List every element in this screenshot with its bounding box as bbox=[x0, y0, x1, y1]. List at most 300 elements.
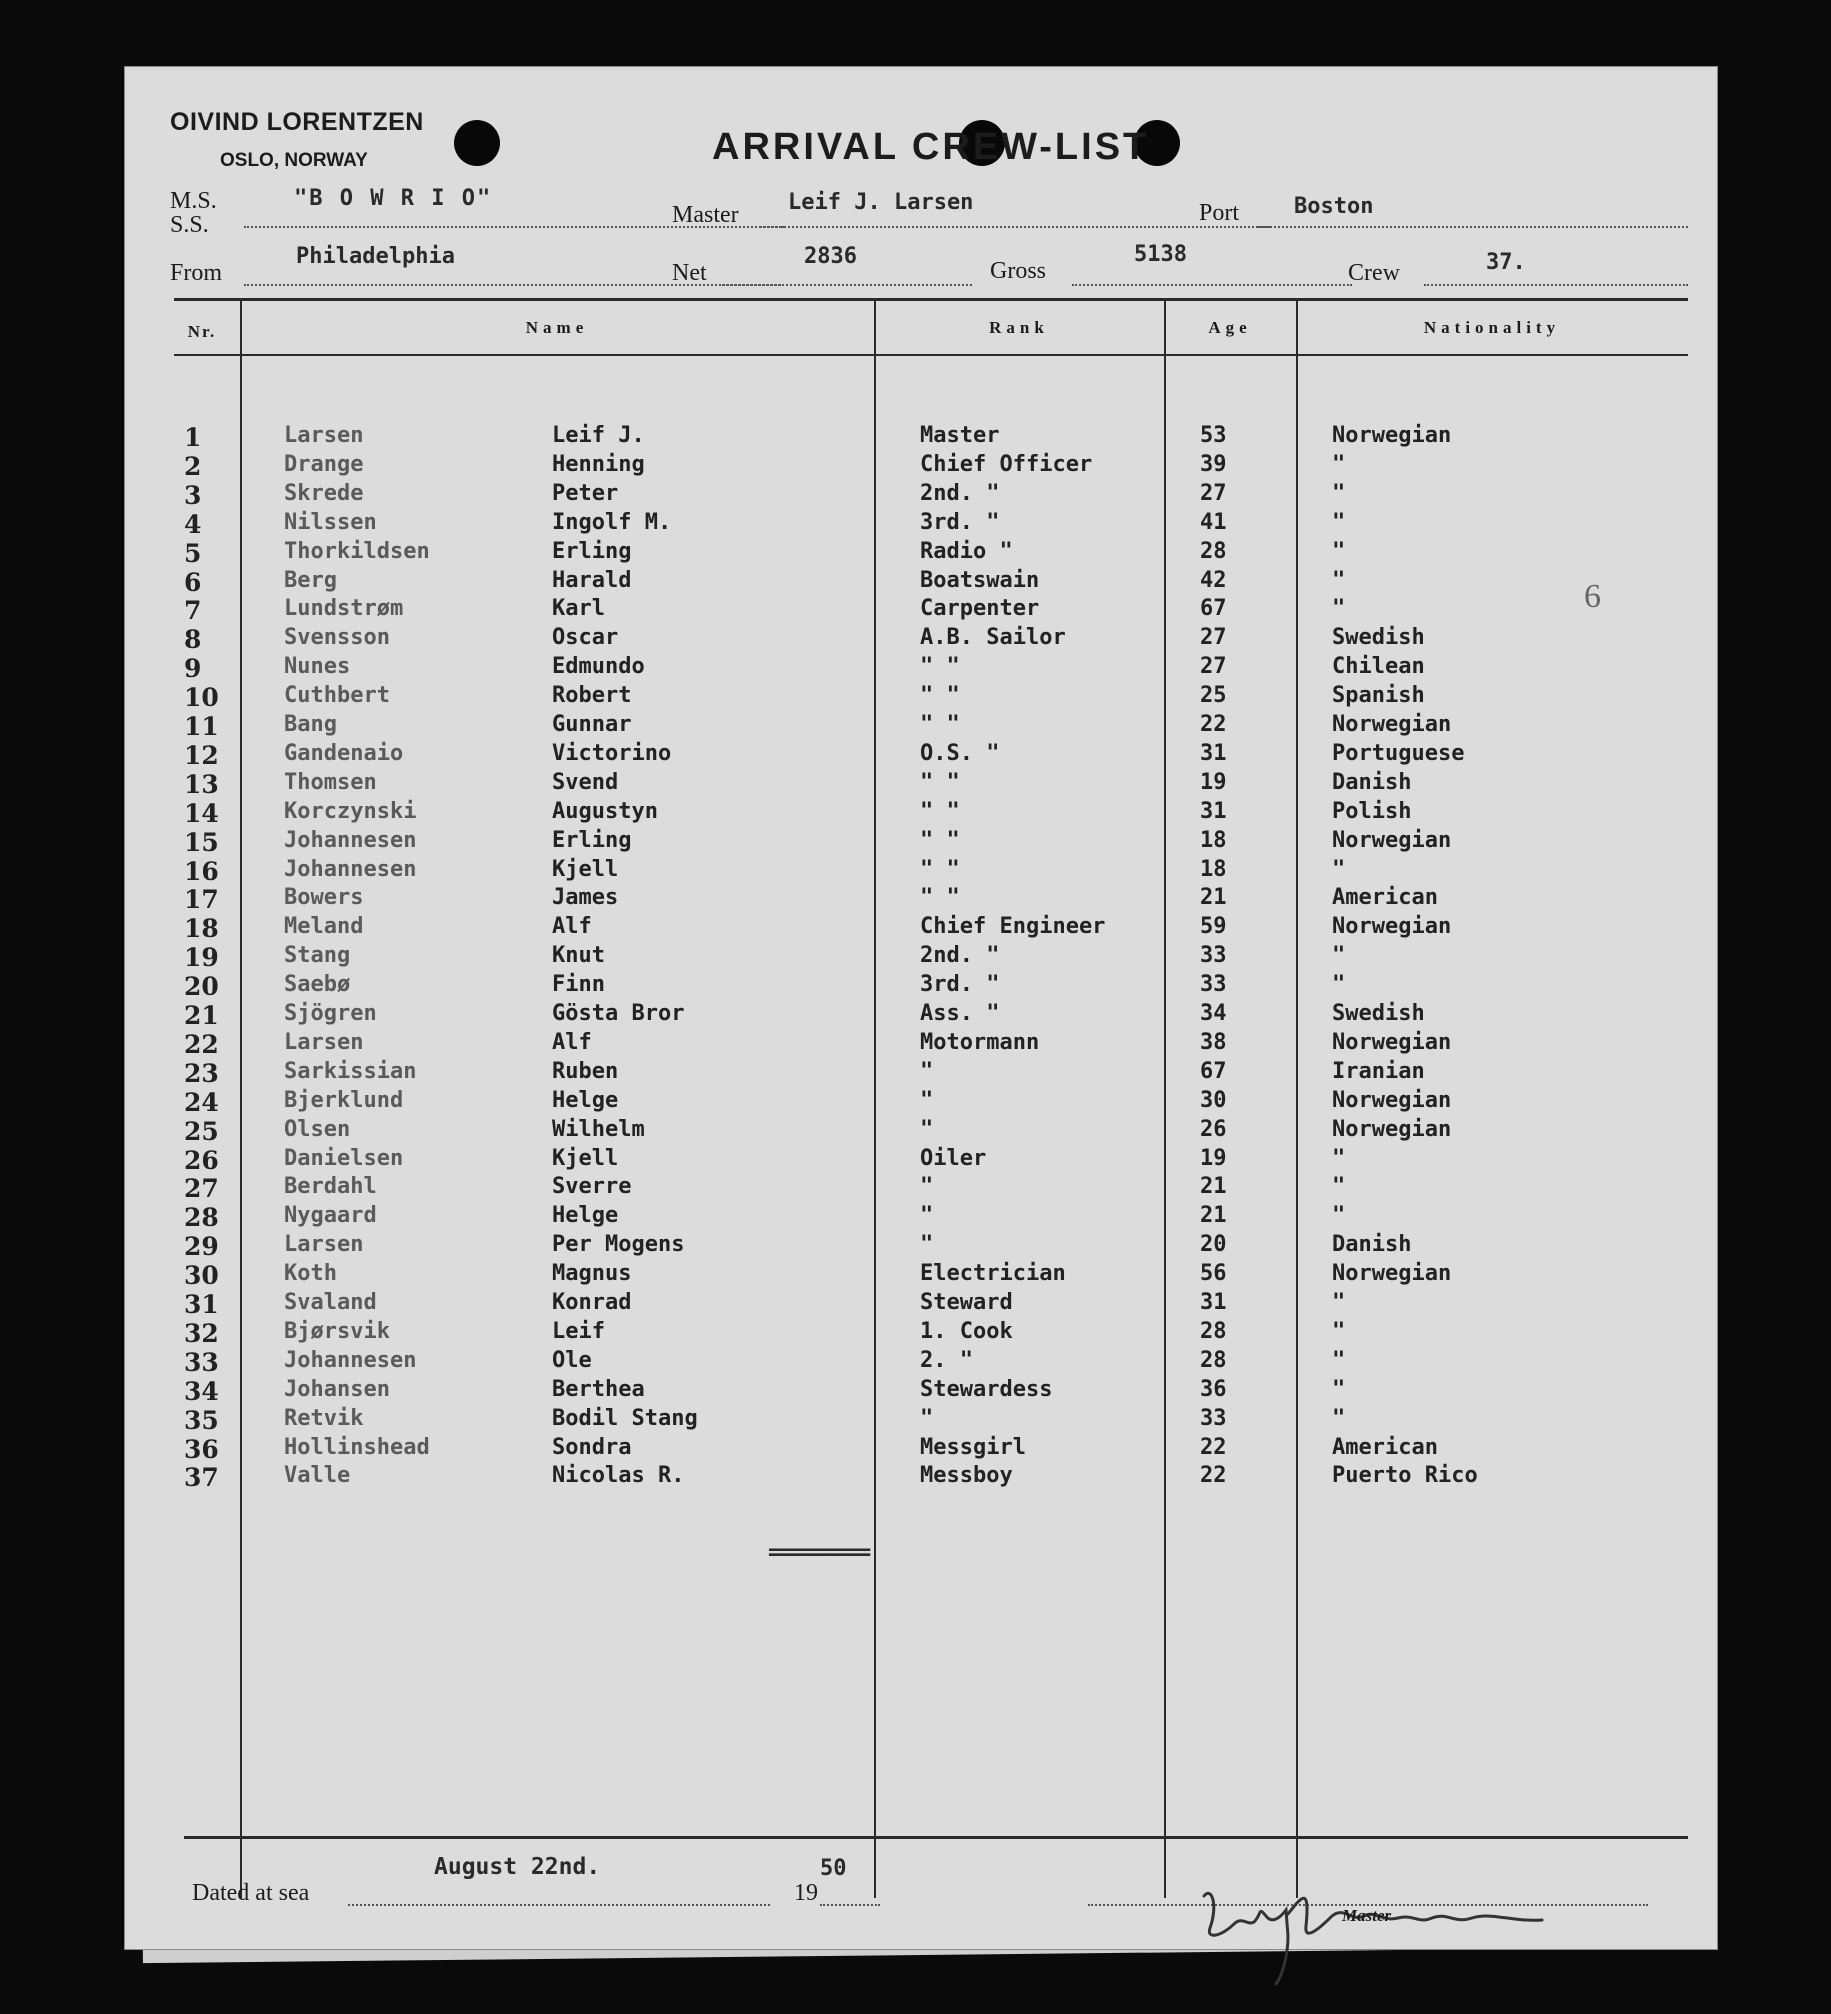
crew-nr: 16 bbox=[184, 856, 219, 886]
master-name: Leif J. Larsen bbox=[788, 190, 974, 215]
crew-surname: Berdahl bbox=[284, 1174, 377, 1200]
table-row bbox=[124, 1348, 1718, 1377]
dotted-line bbox=[1072, 284, 1352, 286]
crew-given-name: Kjell bbox=[552, 856, 619, 882]
crew-nr: 36 bbox=[184, 1434, 219, 1464]
table-row bbox=[124, 828, 1718, 857]
document-title: ARRIVAL CREW-LIST bbox=[712, 126, 1150, 168]
crew-age: 28 bbox=[1200, 538, 1227, 564]
label-port: Port bbox=[1199, 200, 1240, 226]
crew-nr: 30 bbox=[184, 1261, 219, 1291]
crew-given-name: Knut bbox=[552, 943, 605, 969]
crew-surname: Nygaard bbox=[284, 1203, 377, 1229]
crew-given-name: Alf bbox=[552, 914, 592, 940]
crew-nr: 19 bbox=[184, 943, 219, 973]
crew-nationality: " bbox=[1332, 1405, 1346, 1431]
crew-nationality: Polish bbox=[1332, 798, 1412, 824]
crew-rank: Chief Officer bbox=[920, 451, 1093, 477]
crew-nationality: Norwegian bbox=[1332, 827, 1452, 853]
crew-surname: Saebø bbox=[284, 972, 351, 998]
crew-given-name: Sverre bbox=[552, 1174, 632, 1200]
crew-rank: 2nd. " bbox=[920, 943, 1000, 969]
crew-nr: 33 bbox=[184, 1347, 219, 1377]
crew-rank: " bbox=[920, 1203, 934, 1229]
crew-age: 59 bbox=[1200, 914, 1227, 940]
crew-nationality: Norwegian bbox=[1332, 712, 1452, 737]
crew-age: 30 bbox=[1200, 1087, 1227, 1113]
crew-surname: Sarkissian bbox=[284, 1058, 417, 1084]
dotted-line bbox=[1424, 284, 1688, 286]
crew-nationality: Norwegian bbox=[1332, 1087, 1452, 1113]
label-master: Master bbox=[672, 202, 739, 228]
crew-nationality: Norwegian bbox=[1332, 423, 1452, 448]
crew-nr: 1 bbox=[184, 423, 202, 452]
year-prefix: 19 bbox=[794, 1880, 818, 1906]
table-row bbox=[124, 1059, 1718, 1088]
crew-surname: Berg bbox=[284, 567, 337, 593]
crew-rank: " " bbox=[920, 712, 960, 737]
crew-nationality: Portuguese bbox=[1332, 740, 1465, 766]
crew-nationality: American bbox=[1332, 1434, 1438, 1460]
crew-surname: Johannesen bbox=[284, 856, 417, 882]
table-row bbox=[124, 1435, 1718, 1464]
crew-nationality: Chilean bbox=[1332, 654, 1425, 680]
crew-surname: Johannesen bbox=[284, 827, 417, 853]
crew-age: 21 bbox=[1200, 885, 1227, 911]
crew-nationality: " bbox=[1332, 596, 1346, 622]
table-row bbox=[124, 596, 1718, 625]
crew-age: 27 bbox=[1200, 654, 1227, 680]
from-value: Philadelphia bbox=[296, 244, 455, 269]
crew-given-name: Sondra bbox=[552, 1434, 632, 1460]
crew-age: 67 bbox=[1200, 596, 1227, 622]
table-row bbox=[124, 1290, 1718, 1319]
dotted-line bbox=[722, 284, 972, 286]
crew-nr: 14 bbox=[184, 798, 219, 828]
company-name: OIVIND LORENTZEN bbox=[170, 108, 424, 136]
label-crew: Crew bbox=[1348, 260, 1400, 286]
year-suffix: 50 bbox=[820, 1856, 847, 1881]
crew-surname: Lundstrøm bbox=[284, 596, 404, 622]
crew-age: 67 bbox=[1200, 1058, 1227, 1084]
table-row bbox=[124, 1261, 1718, 1290]
crew-given-name: Henning bbox=[552, 451, 645, 477]
crew-surname: Svaland bbox=[284, 1290, 377, 1315]
crew-given-name: Gösta Bror bbox=[552, 1001, 685, 1026]
crew-nationality: " bbox=[1332, 1290, 1346, 1315]
crew-surname: Drange bbox=[284, 451, 364, 477]
crew-age: 38 bbox=[1200, 1029, 1227, 1055]
crew-rank: " " bbox=[920, 683, 960, 709]
table-row bbox=[124, 568, 1718, 597]
crew-nationality: Puerto Rico bbox=[1332, 1463, 1478, 1489]
crew-nr: 8 bbox=[184, 625, 202, 655]
crew-nationality: Danish bbox=[1332, 769, 1412, 795]
table-row bbox=[124, 799, 1718, 828]
crew-nationality: " bbox=[1332, 1347, 1346, 1373]
net-value: 2836 bbox=[804, 244, 857, 269]
crew-given-name: Alf bbox=[552, 1029, 592, 1055]
crew-age: 42 bbox=[1200, 567, 1227, 593]
crew-nationality: Norwegian bbox=[1332, 914, 1452, 940]
crew-age: 22 bbox=[1200, 1463, 1227, 1489]
crew-surname: Bjørsvik bbox=[284, 1318, 390, 1344]
crew-given-name: Harald bbox=[552, 567, 632, 593]
crew-rank: " bbox=[920, 1232, 934, 1258]
crew-rank: Radio " bbox=[920, 538, 1013, 564]
crew-given-name: Leif bbox=[552, 1318, 605, 1344]
crew-age: 21 bbox=[1200, 1174, 1227, 1200]
crew-rank: " " bbox=[920, 769, 960, 795]
crew-nationality: Spanish bbox=[1332, 683, 1425, 709]
table-row bbox=[124, 1203, 1718, 1232]
crew-given-name: Wilhelm bbox=[552, 1116, 645, 1142]
table-row bbox=[124, 683, 1718, 712]
crew-nr: 28 bbox=[184, 1203, 219, 1233]
crew-nr: 6 bbox=[184, 567, 202, 597]
punch-hole bbox=[454, 120, 500, 166]
crew-rank: " " bbox=[920, 654, 960, 680]
crew-age: 33 bbox=[1200, 1405, 1227, 1431]
crew-given-name: Konrad bbox=[552, 1290, 632, 1315]
crew-rank: Chief Engineer bbox=[920, 914, 1106, 940]
crew-surname: Larsen bbox=[284, 423, 364, 448]
footer-rule bbox=[184, 1836, 1688, 1839]
crew-given-name: Helge bbox=[552, 1203, 619, 1229]
crew-nr: 10 bbox=[184, 683, 219, 713]
table-row bbox=[124, 885, 1718, 914]
crew-nationality: " bbox=[1332, 1318, 1346, 1344]
crew-nr: 9 bbox=[184, 654, 202, 684]
crew-age: 19 bbox=[1200, 769, 1227, 795]
crew-surname: Stang bbox=[284, 943, 351, 969]
crew-age: 18 bbox=[1200, 827, 1227, 853]
table-row bbox=[124, 770, 1718, 799]
crew-surname: Bang bbox=[284, 712, 337, 737]
crew-rank: " bbox=[920, 1405, 934, 1431]
crew-age: 20 bbox=[1200, 1232, 1227, 1258]
crew-rank: 3rd. " bbox=[920, 972, 1000, 998]
header-bottom-rule bbox=[174, 354, 1688, 356]
crew-nr: 31 bbox=[184, 1290, 219, 1319]
crew-nr: 20 bbox=[184, 972, 219, 1002]
crew-nationality: " bbox=[1332, 480, 1346, 506]
crew-nationality: Swedish bbox=[1332, 1001, 1425, 1026]
crew-given-name: Erling bbox=[552, 827, 632, 853]
crew-rank: Electrician bbox=[920, 1261, 1066, 1287]
column-header-name: Name bbox=[525, 318, 589, 337]
crew-age: 19 bbox=[1200, 1145, 1227, 1171]
crew-given-name: Helge bbox=[552, 1087, 619, 1113]
crew-given-name: Erling bbox=[552, 538, 632, 564]
crew-age: 21 bbox=[1200, 1203, 1227, 1229]
crew-surname: Johansen bbox=[284, 1376, 390, 1402]
crew-value: 37. bbox=[1486, 250, 1526, 275]
crew-surname: Svensson bbox=[284, 625, 390, 651]
table-row bbox=[124, 857, 1718, 886]
column-header-age: Age bbox=[1208, 318, 1252, 337]
table-row bbox=[124, 625, 1718, 654]
crew-given-name: Svend bbox=[552, 769, 619, 795]
crew-rank: " bbox=[920, 1116, 934, 1142]
crew-age: 28 bbox=[1200, 1318, 1227, 1344]
crew-age: 56 bbox=[1200, 1261, 1227, 1287]
table-row bbox=[124, 654, 1718, 683]
crew-rank: 2. " bbox=[920, 1347, 973, 1373]
crew-age: 31 bbox=[1200, 1290, 1227, 1315]
crew-given-name: Victorino bbox=[552, 740, 672, 766]
crew-given-name: Kjell bbox=[552, 1145, 619, 1171]
table-row bbox=[124, 481, 1718, 510]
crew-age: 34 bbox=[1200, 1001, 1227, 1026]
table-row bbox=[124, 1463, 1718, 1492]
crew-rank: " " bbox=[920, 856, 960, 882]
crew-nationality: " bbox=[1332, 1174, 1346, 1200]
crew-surname: Valle bbox=[284, 1463, 351, 1489]
crew-nr: 34 bbox=[184, 1376, 219, 1406]
crew-nationality: Iranian bbox=[1332, 1058, 1425, 1084]
crew-nationality: American bbox=[1332, 885, 1438, 911]
table-row bbox=[124, 1174, 1718, 1203]
crew-rank: Messgirl bbox=[920, 1434, 1026, 1460]
table-top-rule bbox=[174, 298, 1688, 301]
crew-given-name: Nicolas R. bbox=[552, 1463, 685, 1489]
crew-rank: " " bbox=[920, 885, 960, 911]
crew-nr: 26 bbox=[184, 1145, 219, 1175]
crew-nationality: Norwegian bbox=[1332, 1261, 1452, 1287]
date-value: August 22nd. bbox=[434, 1854, 601, 1880]
crew-surname: Korczynski bbox=[284, 798, 417, 824]
crew-surname: Hollinshead bbox=[284, 1434, 430, 1460]
table-row bbox=[124, 741, 1718, 770]
column-header-nr: Nr. bbox=[187, 322, 217, 341]
crew-surname: Larsen bbox=[284, 1232, 364, 1258]
company-city: OSLO, NORWAY bbox=[220, 150, 368, 171]
crew-nr: 12 bbox=[184, 740, 219, 770]
crew-surname: Thorkildsen bbox=[284, 538, 430, 564]
crew-age: 53 bbox=[1200, 423, 1227, 448]
label-gross: Gross bbox=[990, 258, 1047, 284]
crew-nationality: " bbox=[1332, 1376, 1346, 1402]
crew-rank: " " bbox=[920, 827, 960, 853]
crew-rank: 1. Cook bbox=[920, 1318, 1013, 1344]
crew-age: 39 bbox=[1200, 451, 1227, 477]
crew-rank: Messboy bbox=[920, 1463, 1013, 1489]
crew-list-document bbox=[124, 66, 1718, 1950]
crew-nr: 37 bbox=[184, 1463, 219, 1493]
crew-age: 22 bbox=[1200, 1434, 1227, 1460]
crew-age: 33 bbox=[1200, 943, 1227, 969]
crew-nr: 24 bbox=[184, 1087, 219, 1117]
crew-nr: 32 bbox=[184, 1318, 219, 1348]
crew-given-name: Magnus bbox=[552, 1261, 632, 1287]
table-row bbox=[124, 539, 1718, 568]
crew-rank: 2nd. " bbox=[920, 480, 1000, 506]
table-row bbox=[124, 1117, 1718, 1146]
crew-given-name: Leif J. bbox=[552, 423, 645, 448]
crew-nationality: " bbox=[1332, 972, 1346, 998]
crew-given-name: Berthea bbox=[552, 1376, 645, 1402]
crew-given-name: Ruben bbox=[552, 1058, 619, 1084]
crew-nr: 23 bbox=[184, 1058, 219, 1088]
crew-nr: 15 bbox=[184, 827, 219, 857]
crew-nr: 22 bbox=[184, 1029, 219, 1059]
crew-rank: " " bbox=[920, 798, 960, 824]
crew-nr: 18 bbox=[184, 914, 219, 944]
crew-rank: " bbox=[920, 1058, 934, 1084]
crew-age: 25 bbox=[1200, 683, 1227, 709]
table-row bbox=[124, 712, 1718, 741]
crew-rank: Oiler bbox=[920, 1145, 987, 1171]
crew-age: 31 bbox=[1200, 798, 1227, 824]
table-row bbox=[124, 1001, 1718, 1030]
crew-nationality: Swedish bbox=[1332, 625, 1425, 651]
crew-given-name: Finn bbox=[552, 972, 605, 998]
crew-given-name: James bbox=[552, 885, 619, 911]
table-row bbox=[124, 1377, 1718, 1406]
crew-surname: Retvik bbox=[284, 1405, 364, 1431]
crew-surname: Larsen bbox=[284, 1029, 364, 1055]
crew-nr: 27 bbox=[184, 1174, 219, 1204]
crew-nationality: " bbox=[1332, 567, 1346, 593]
crew-given-name: Edmundo bbox=[552, 654, 645, 680]
crew-age: 27 bbox=[1200, 625, 1227, 651]
crew-given-name: Robert bbox=[552, 683, 632, 709]
crew-nr: 13 bbox=[184, 769, 219, 799]
dotted-line bbox=[820, 1904, 880, 1906]
crew-given-name: Oscar bbox=[552, 625, 619, 651]
crew-nr: 21 bbox=[184, 1001, 219, 1030]
column-header-rank: Rank bbox=[989, 318, 1049, 337]
crew-nationality: Norwegian bbox=[1332, 1029, 1452, 1055]
crew-rank: Steward bbox=[920, 1290, 1013, 1315]
crew-nr: 25 bbox=[184, 1116, 219, 1146]
crew-nr: 2 bbox=[184, 451, 202, 481]
table-row bbox=[124, 1232, 1718, 1261]
crew-nationality: " bbox=[1332, 943, 1346, 969]
crew-surname: Gandenaio bbox=[284, 740, 404, 766]
end-of-list-marker: ========= bbox=[768, 1540, 870, 1565]
crew-rank: 3rd. " bbox=[920, 509, 1000, 535]
crew-nr: 5 bbox=[184, 538, 202, 568]
crew-rank: Master bbox=[920, 423, 1000, 448]
crew-surname: Thomsen bbox=[284, 769, 377, 795]
crew-given-name: Gunnar bbox=[552, 712, 632, 737]
table-row bbox=[124, 972, 1718, 1001]
crew-nationality: Norwegian bbox=[1332, 1116, 1452, 1142]
crew-surname: Olsen bbox=[284, 1116, 351, 1142]
crew-rank: A.B. Sailor bbox=[920, 625, 1066, 651]
crew-surname: Sjögren bbox=[284, 1001, 377, 1026]
table-row bbox=[124, 510, 1718, 539]
label-net: Net bbox=[672, 260, 707, 286]
crew-rank: Stewardess bbox=[920, 1376, 1053, 1402]
crew-age: 28 bbox=[1200, 1347, 1227, 1373]
crew-age: 33 bbox=[1200, 972, 1227, 998]
crew-rank: Boatswain bbox=[920, 567, 1040, 593]
crew-surname: Bjerklund bbox=[284, 1087, 404, 1113]
crew-rank: Carpenter bbox=[920, 596, 1040, 622]
dotted-line bbox=[348, 1904, 770, 1906]
crew-age: 36 bbox=[1200, 1376, 1227, 1402]
crew-nr: 4 bbox=[184, 509, 202, 539]
crew-surname: Danielsen bbox=[284, 1145, 404, 1171]
table-row bbox=[124, 423, 1718, 452]
crew-age: 26 bbox=[1200, 1116, 1227, 1142]
signature-role: Master bbox=[1342, 1906, 1392, 1925]
table-row bbox=[124, 1319, 1718, 1348]
table-row bbox=[124, 943, 1718, 972]
table-row bbox=[124, 914, 1718, 943]
crew-given-name: Per Mogens bbox=[552, 1232, 685, 1258]
crew-nationality: " bbox=[1332, 856, 1346, 882]
crew-nr: 3 bbox=[184, 480, 202, 510]
crew-nr: 11 bbox=[184, 712, 219, 741]
vessel-name: "B O W R I O" bbox=[294, 186, 493, 211]
crew-surname: Johannesen bbox=[284, 1347, 417, 1373]
crew-rank: Ass. " bbox=[920, 1001, 1000, 1026]
table-row bbox=[124, 1030, 1718, 1059]
crew-age: 41 bbox=[1200, 509, 1227, 535]
crew-given-name: Ole bbox=[552, 1347, 592, 1373]
crew-nationality: " bbox=[1332, 509, 1346, 535]
crew-nr: 7 bbox=[184, 596, 202, 626]
crew-age: 31 bbox=[1200, 740, 1227, 766]
crew-nationality: " bbox=[1332, 538, 1346, 564]
crew-surname: Skrede bbox=[284, 480, 364, 506]
label-ms: M.S. bbox=[170, 188, 217, 214]
dotted-line bbox=[760, 226, 1270, 228]
crew-surname: Koth bbox=[284, 1261, 337, 1287]
master-signature bbox=[1192, 1866, 1572, 1986]
crew-rank: " bbox=[920, 1087, 934, 1113]
margin-note: 6 bbox=[1584, 578, 1601, 615]
table-row bbox=[124, 452, 1718, 481]
crew-nr: 29 bbox=[184, 1232, 219, 1262]
crew-nationality: " bbox=[1332, 1203, 1346, 1229]
crew-given-name: Bodil Stang bbox=[552, 1405, 698, 1431]
crew-age: 18 bbox=[1200, 856, 1227, 882]
table-row bbox=[124, 1088, 1718, 1117]
crew-given-name: Peter bbox=[552, 480, 619, 506]
gross-value: 5138 bbox=[1134, 242, 1187, 267]
label-ss: S.S. bbox=[170, 212, 209, 238]
table-row bbox=[124, 1406, 1718, 1435]
crew-given-name: Karl bbox=[552, 596, 605, 622]
crew-surname: Nunes bbox=[284, 654, 351, 680]
crew-surname: Nilssen bbox=[284, 509, 377, 535]
label-from: From bbox=[170, 260, 223, 286]
crew-age: 22 bbox=[1200, 712, 1227, 737]
crew-surname: Meland bbox=[284, 914, 364, 940]
crew-given-name: Augustyn bbox=[552, 798, 658, 824]
crew-nationality: " bbox=[1332, 451, 1346, 477]
crew-rank: O.S. " bbox=[920, 740, 1000, 766]
crew-nr: 17 bbox=[184, 885, 219, 915]
crew-rank: " bbox=[920, 1174, 934, 1200]
table-row bbox=[124, 1146, 1718, 1175]
dotted-line bbox=[1258, 226, 1688, 228]
port-value: Boston bbox=[1294, 194, 1374, 219]
label-dated-at-sea: Dated at sea bbox=[192, 1880, 310, 1906]
crew-age: 27 bbox=[1200, 480, 1227, 506]
crew-given-name: Ingolf M. bbox=[552, 509, 672, 535]
crew-nationality: " bbox=[1332, 1145, 1346, 1171]
crew-surname: Bowers bbox=[284, 885, 364, 911]
crew-surname: Cuthbert bbox=[284, 683, 390, 709]
column-header-nationality: Nationality bbox=[1423, 318, 1561, 337]
crew-nr: 35 bbox=[184, 1405, 219, 1435]
